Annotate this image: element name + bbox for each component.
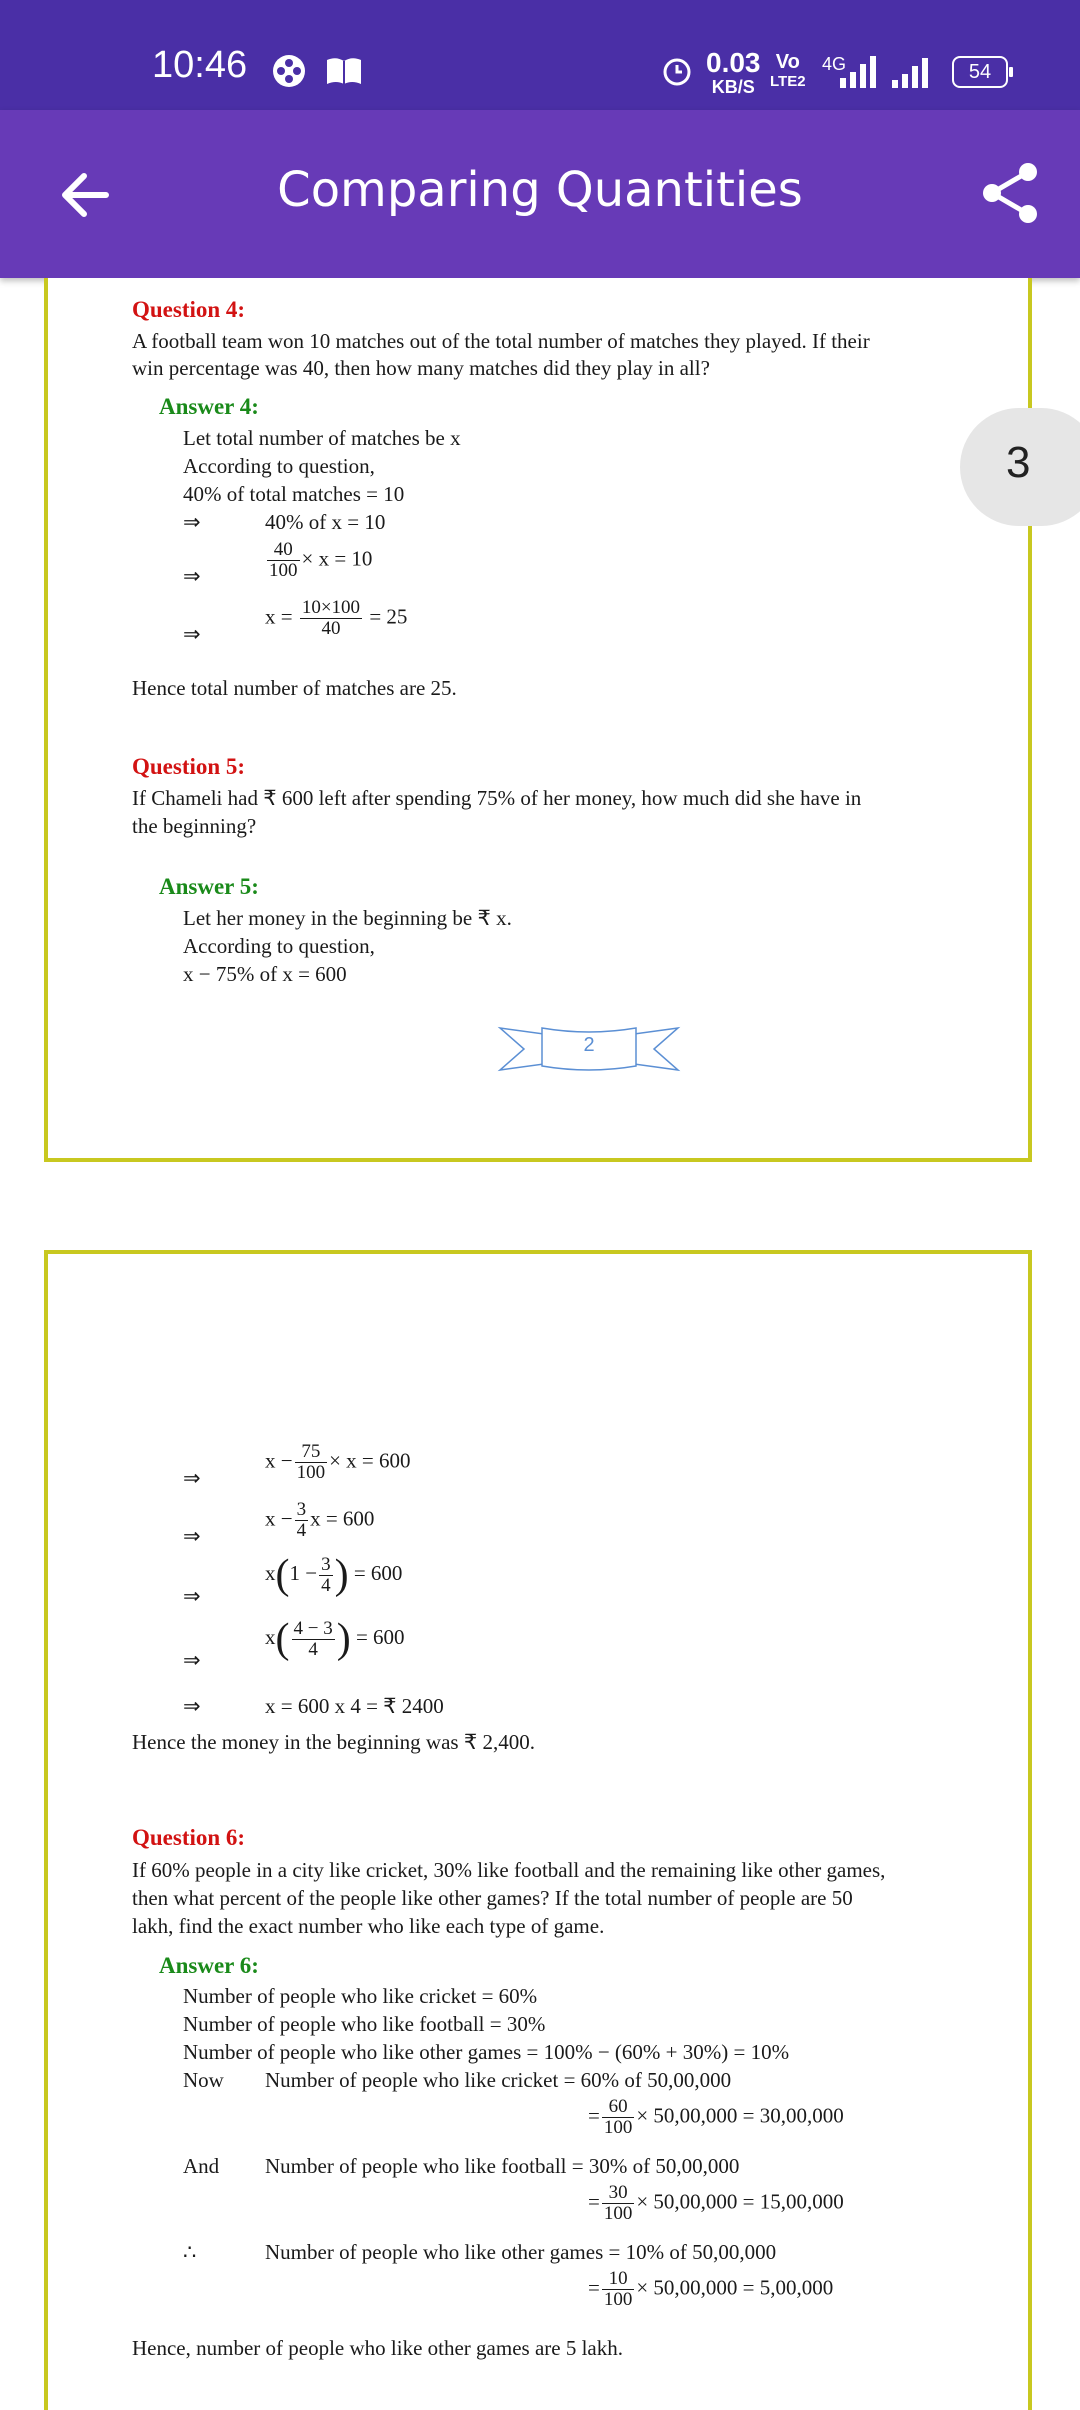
answer-6-heading: Answer 6: bbox=[159, 1953, 259, 1978]
implies-symbol: ⇒ bbox=[183, 1648, 201, 1672]
implies-symbol: ⇒ bbox=[183, 622, 201, 646]
question-6-text: lakh, find the exact number who like each type of game. bbox=[132, 1914, 605, 1938]
answer-line: Number of people who like other games = 100% − (60% + 30%) = 10% bbox=[183, 2040, 790, 2064]
answer-line: Number of people who like football = 30% of 50,00,000 bbox=[265, 2154, 740, 2178]
question-6-heading: Question 6: bbox=[132, 1825, 246, 1850]
equation-step: = $\frac{10}{100}$ × 50,00,000 = 5,00,000 bbox=[588, 2268, 834, 2310]
answer-5-heading: Answer 5: bbox=[159, 874, 259, 899]
implies-symbol: ⇒ bbox=[183, 1524, 201, 1548]
page-counter-badge: 3 bbox=[960, 408, 1080, 526]
volte-indicator: Vo LTE2 bbox=[770, 51, 806, 90]
implies-symbol: ⇒ bbox=[183, 564, 201, 588]
document-page-3 bbox=[44, 1250, 1032, 2410]
equation-step: = $\frac{60}{100}$ × 50,00,000 = 30,00,000 bbox=[588, 2096, 844, 2138]
page-number: 2 bbox=[583, 1034, 595, 1056]
equation-step: x(1 − $\frac{3}{4}$ ) = 600 bbox=[265, 1552, 403, 1598]
answer-line: According to question, bbox=[183, 454, 375, 478]
question-5-text: If Chameli had ₹ 600 left after spending 75% of her money, how much did she have in bbox=[132, 786, 862, 810]
equation-step: x( $\frac{4 - 3}{4}$ ) = 600 bbox=[265, 1616, 405, 1662]
answer-line: Number of people who like football = 30% bbox=[183, 2012, 546, 2036]
answer-line: Number of people who like cricket = 60% of 50,00,000 bbox=[265, 2068, 732, 2092]
equation-step: $\frac{40}{100}$ × x = 10 bbox=[269, 539, 373, 581]
implies-symbol: ⇒ bbox=[183, 1466, 201, 1490]
implies-symbol: ⇒ bbox=[183, 510, 201, 534]
therefore-symbol: ∴ bbox=[183, 2240, 197, 2264]
question-6-text: then what percent of the people like other games? If the total number of people are 50 bbox=[132, 1886, 853, 1910]
equation-step: x = $\frac{10\times 100}{40}$ = 25 bbox=[265, 597, 408, 639]
question-4-heading: Question 4: bbox=[132, 297, 246, 322]
app-bar bbox=[0, 110, 1080, 278]
equation-step: x = 600 x 4 = ₹ 2400 bbox=[265, 1694, 444, 1718]
equation-step: x − $\frac{75}{100}$ × x = 600 bbox=[265, 1441, 411, 1483]
question-5-text: the beginning? bbox=[132, 814, 257, 838]
implies-symbol: ⇒ bbox=[183, 1694, 201, 1718]
signal-icon-sim2 bbox=[890, 56, 932, 90]
answer-line: Number of people who like other games = 10% of 50,00,000 bbox=[265, 2240, 777, 2264]
document-page-2 bbox=[44, 278, 1032, 1162]
network-speed: 0.03 KB/S bbox=[706, 47, 761, 97]
signal-icon bbox=[838, 56, 880, 90]
answer-conclusion: Hence the money in the beginning was ₹ 2,400. bbox=[132, 1730, 535, 1754]
book-icon bbox=[324, 52, 364, 90]
game-icon bbox=[270, 52, 308, 90]
answer-line: According to question, bbox=[183, 934, 375, 958]
battery-icon: 54 bbox=[952, 56, 1008, 88]
question-4-text: A football team won 10 matches out of the total number of matches they played. If their bbox=[132, 329, 870, 353]
question-5-heading: Question 5: bbox=[132, 754, 246, 779]
equation-step: x − $\frac{3}{4}$ x = 600 bbox=[265, 1499, 375, 1541]
answer-line: 40% of total matches = 10 bbox=[183, 482, 405, 506]
question-6-text: If 60% people in a city like cricket, 30% like football and the remaining like other games, bbox=[132, 1858, 886, 1882]
equation-step: = $\frac{30}{100}$ × 50,00,000 = 15,00,000 bbox=[588, 2182, 844, 2224]
answer-conclusion: Hence, number of people who like other games are 5 lakh. bbox=[132, 2336, 623, 2360]
alarm-icon bbox=[660, 54, 694, 88]
step-label: And bbox=[183, 2154, 220, 2178]
answer-line: Let her money in the beginning be ₹ x. bbox=[183, 906, 512, 930]
equation-step: 40% of x = 10 bbox=[265, 510, 386, 534]
page-title: Comparing Quantities bbox=[277, 162, 803, 218]
answer-4-heading: Answer 4: bbox=[159, 394, 259, 419]
answer-conclusion: Hence total number of matches are 25. bbox=[132, 676, 457, 700]
network-type: 4G bbox=[822, 54, 847, 74]
step-label: Now bbox=[183, 2068, 224, 2092]
answer-line: Number of people who like cricket = 60% bbox=[183, 1984, 538, 2008]
share-icon[interactable] bbox=[976, 158, 1046, 228]
status-bar bbox=[0, 0, 1080, 110]
clock: 10:46 bbox=[152, 44, 248, 86]
answer-line: Let total number of matches be x bbox=[183, 426, 461, 450]
implies-symbol: ⇒ bbox=[183, 1584, 201, 1608]
question-4-text: win percentage was 40, then how many matches did they play in all? bbox=[132, 356, 710, 380]
page-number-ribbon bbox=[496, 1018, 682, 1076]
answer-line: x − 75% of x = 600 bbox=[183, 962, 347, 986]
